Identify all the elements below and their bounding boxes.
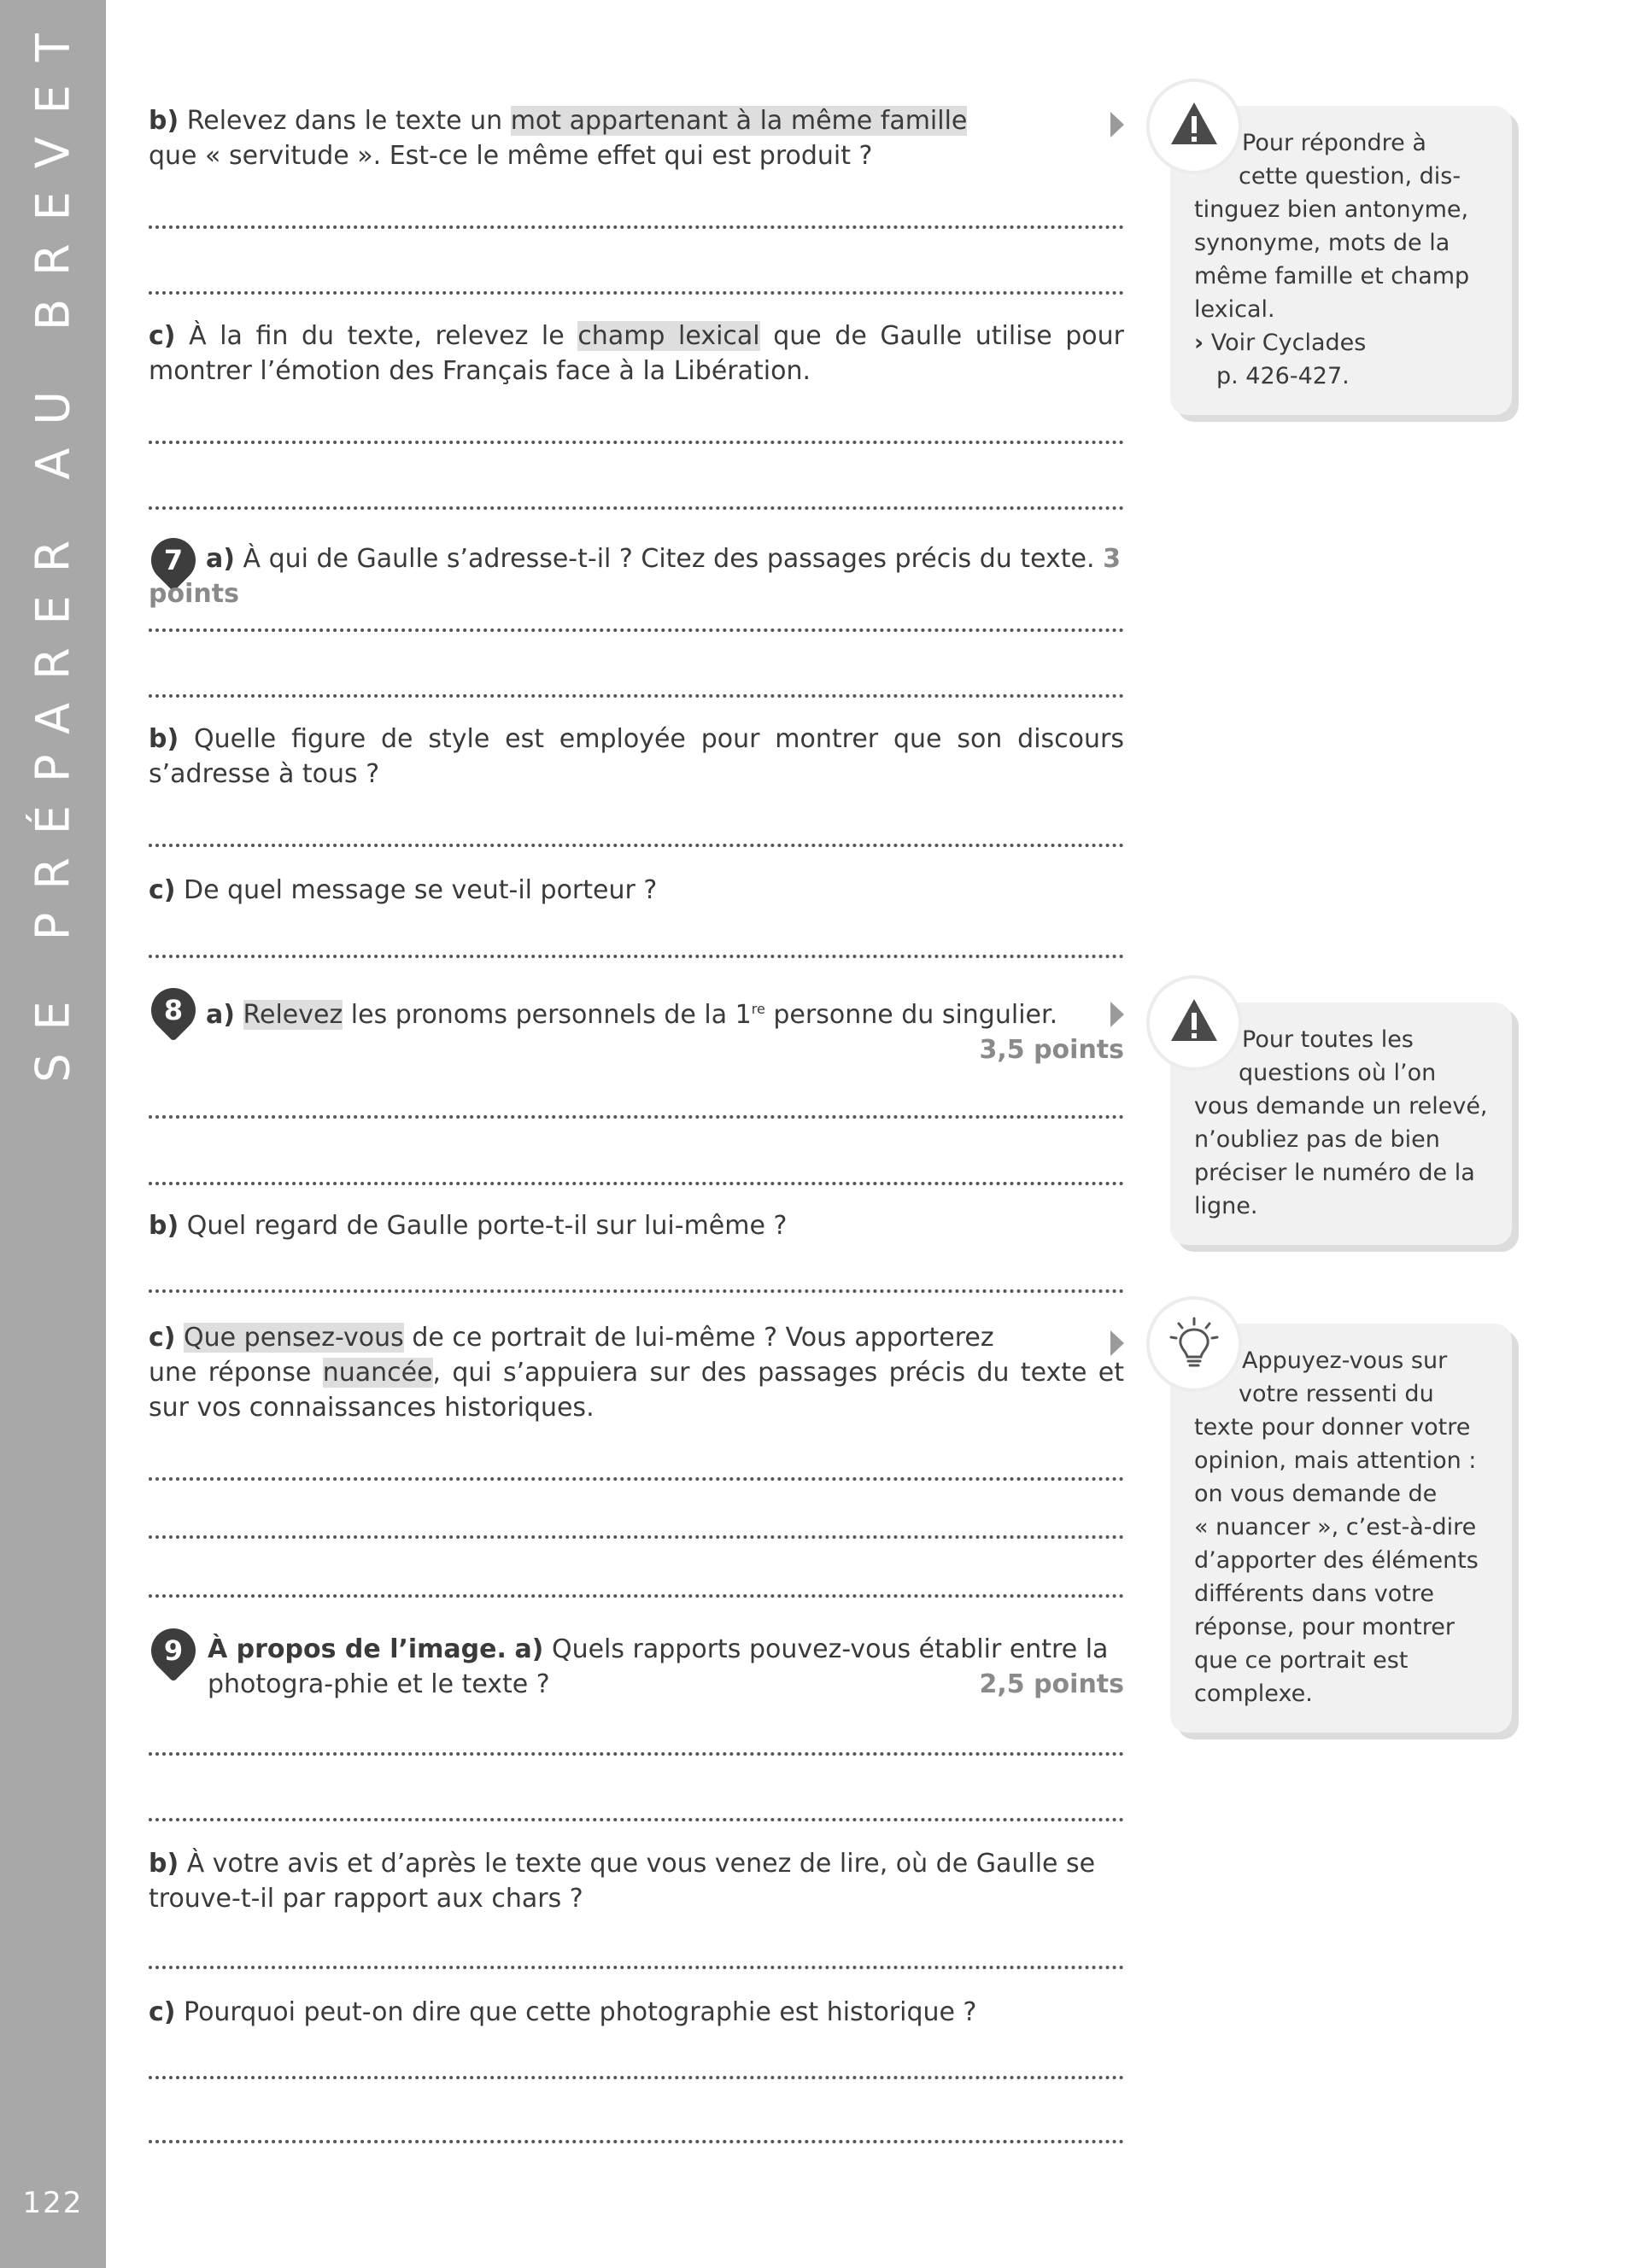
points-label: 3 points xyxy=(149,544,1121,609)
question-9b: b) À votre avis et d’après le texte que vous venez de lire, où de Gaulle se trouve-t-il par rapport aux chars ? xyxy=(149,1849,1096,1914)
question-9a: À propos de l’image. a) Quels rapports pouvez-vous établir entre la photogra-phie et le texte ? 2,5 points xyxy=(149,1632,1124,1702)
question-8c: c) Que pensez-vous de ce portrait de lui-même ? Vous apporterez une réponse nuancée, qui s’appuiera sur des passages précis du texte et sur vos connaissances historiques. xyxy=(149,1323,1125,1423)
question-label: c) xyxy=(149,1323,176,1353)
question-number-badge: 8 xyxy=(142,979,205,1042)
question-9c: c) Pourquoi peut-on dire que cette photographie est historique ? xyxy=(149,1997,977,2027)
highlight: champ lexical xyxy=(577,321,760,351)
arrow-pointer-icon xyxy=(1110,1330,1124,1356)
sidebar-title: SE PRÉPARER AU BREVET xyxy=(26,10,80,1083)
answer-line[interactable] xyxy=(149,1966,1124,1969)
tip-box: Pour répondre à cette question, dis- tinguez bien antonyme, synonyme, mots de la même famille et champ lexical. › Voir Cyclades p. 426-427. xyxy=(1170,106,1512,415)
answer-line[interactable] xyxy=(149,225,1124,229)
highlight: nuancée xyxy=(322,1358,433,1388)
highlight: Que pensez-vous xyxy=(184,1323,404,1353)
answer-line[interactable] xyxy=(149,1594,1124,1598)
question-label: a) xyxy=(206,1000,235,1030)
points-label: 3,5 points xyxy=(979,1035,1124,1065)
answer-line[interactable] xyxy=(149,2140,1124,2143)
reference-link[interactable]: Voir Cyclades xyxy=(1210,330,1367,356)
arrow-pointer-icon xyxy=(1110,1002,1124,1027)
section-heading: À propos de l’image. xyxy=(208,1634,507,1664)
answer-line[interactable] xyxy=(149,1752,1124,1756)
tip-icon-badge xyxy=(1150,82,1239,171)
lightbulb-icon xyxy=(1168,1317,1220,1371)
warning-icon xyxy=(1168,996,1220,1047)
question-number-badge: 9 xyxy=(142,1619,205,1682)
points-label: 2,5 points xyxy=(979,1669,1124,1699)
question-8a: a) Relevez les pronoms personnels de la 1re personne du singulier. 3,5 points xyxy=(206,1000,1124,1065)
question-6b: b) Relevez dans le texte un mot appartenant à la même famille que « servitude ». Est-ce le même effet qui est produit ? xyxy=(149,106,968,171)
question-7b: b) Quelle figure de style est employée pour montrer que son discours s’adresse à tous ? xyxy=(149,724,1124,789)
tip-box: Appuyez-vous sur votre ressenti du texte pour donner votre opinion, mais attention : on vous demande de « nuancer », c’est-à-dire d’apporter des éléments différents dans votre réponse, pour montrer que ce portrait est complexe. xyxy=(1170,1324,1512,1733)
highlight: Relevez xyxy=(243,1000,343,1030)
sidebar xyxy=(0,0,106,2268)
page-number: 122 xyxy=(22,2186,84,2220)
highlight: mot appartenant à la même famille xyxy=(510,106,968,136)
question-7c: c) De quel message se veut-il porteur ? xyxy=(149,875,658,905)
answer-line[interactable] xyxy=(149,441,1124,444)
answer-line[interactable] xyxy=(149,694,1124,698)
answer-line[interactable] xyxy=(149,1182,1124,1185)
answer-line[interactable] xyxy=(149,844,1124,847)
question-7a: a) À qui de Gaulle s’adresse-t-il ? Citez des passages précis du texte. 3 points xyxy=(149,544,1121,609)
question-label: b) xyxy=(149,106,179,136)
question-label: b) xyxy=(149,724,179,754)
question-label: c) xyxy=(149,875,176,905)
tip-icon-badge xyxy=(1150,979,1239,1067)
question-label: c) xyxy=(149,1997,176,2027)
chevron-right-icon: › xyxy=(1194,330,1204,356)
answer-line[interactable] xyxy=(149,1289,1124,1293)
question-number-badge: 7 xyxy=(142,529,205,592)
answer-line[interactable] xyxy=(149,2076,1124,2079)
question-8b: b) Quel regard de Gaulle porte-t-il sur lui-même ? xyxy=(149,1211,788,1241)
question-label: b) xyxy=(149,1849,179,1879)
arrow-pointer-icon xyxy=(1110,112,1124,137)
answer-line[interactable] xyxy=(149,1818,1124,1821)
tip-icon-badge xyxy=(1150,1300,1239,1388)
question-label: a) xyxy=(514,1634,544,1664)
question-label: a) xyxy=(206,544,235,574)
answer-line[interactable] xyxy=(149,1477,1124,1481)
answer-line[interactable] xyxy=(149,628,1124,632)
answer-line[interactable] xyxy=(149,291,1124,295)
question-label: b) xyxy=(149,1211,179,1241)
answer-line[interactable] xyxy=(149,1115,1124,1119)
answer-line[interactable] xyxy=(149,1535,1124,1539)
question-6c: c) À la fin du texte, relevez le champ lexical que de Gaulle utilise pour montrer l’émotion des Français face à la Libération. xyxy=(149,321,1124,386)
answer-line[interactable] xyxy=(149,955,1124,958)
tip-box: Pour toutes les questions où l’on vous demande un relevé, n’oubliez pas de bien préciser le numéro de la ligne. xyxy=(1170,1002,1512,1245)
answer-line[interactable] xyxy=(149,506,1124,510)
warning-icon xyxy=(1168,99,1220,150)
question-label: c) xyxy=(149,321,176,351)
